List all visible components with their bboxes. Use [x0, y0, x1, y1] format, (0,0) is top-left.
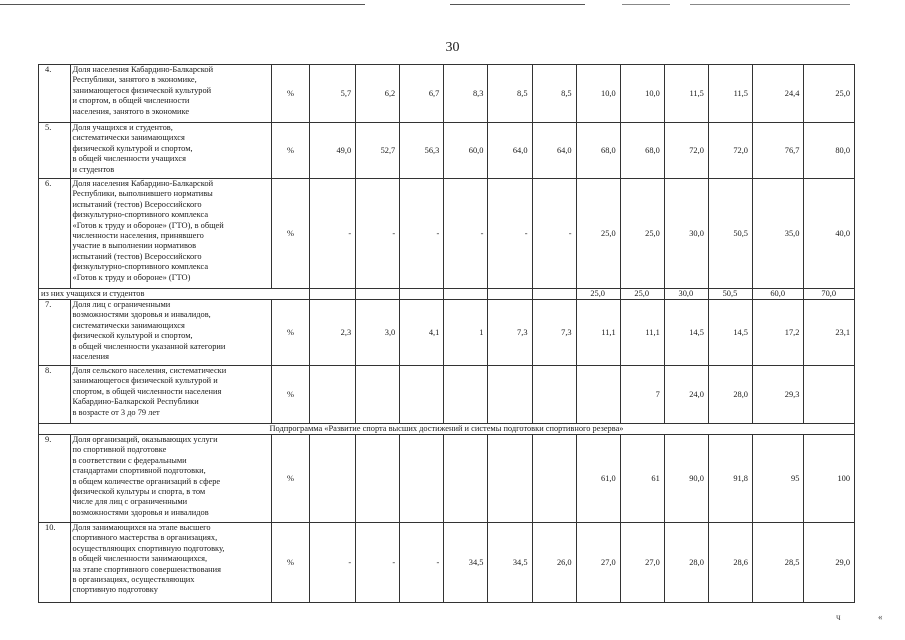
- value-cell: 4,1: [400, 300, 444, 366]
- value-cell: [532, 366, 576, 424]
- value-cell: 91,8: [708, 435, 752, 523]
- value-cell: 52,7: [356, 123, 400, 179]
- value-cell: 11,5: [708, 65, 752, 123]
- indicator-name-line: Доля занимающихся на этапе высшего: [72, 523, 211, 532]
- value-cell: 6,2: [356, 65, 400, 123]
- indicator-name: [70, 65, 272, 123]
- value-cell: 61,0: [576, 435, 620, 523]
- value-cell: 35,0: [752, 179, 803, 289]
- table-row: [39, 123, 855, 179]
- indicator-name-line: в общей численности указанной категории: [72, 341, 226, 351]
- value-cell: [309, 435, 355, 523]
- indicator-name-line: Доля населения Кабардино-Балкарской: [72, 65, 214, 74]
- table-row: [39, 179, 855, 289]
- indicator-name-line: систематически занимающихся: [72, 133, 185, 143]
- indicator-name-line: систематически занимающихся: [72, 320, 185, 330]
- indicator-name-line: в организациях, осуществляющих: [72, 575, 195, 585]
- value-cell: -: [356, 523, 400, 603]
- value-cell: 7,3: [532, 300, 576, 366]
- value-cell: -: [488, 179, 532, 289]
- table-row: [39, 65, 855, 123]
- indicator-name-line: Доля сельского населения, систематически: [72, 366, 227, 375]
- indicator-name-line: на этапе спортивного совершенствования: [72, 564, 221, 574]
- value-cell: 100: [804, 435, 855, 523]
- value-cell: 76,7: [752, 123, 803, 179]
- value-cell: 24,4: [752, 65, 803, 123]
- value-cell: 27,0: [620, 523, 664, 603]
- indicator-name-line: физической культурой и спортом,: [72, 331, 193, 341]
- indicator-name-line: Доля учащихся и студентов,: [72, 123, 173, 132]
- value-cell: [356, 289, 400, 300]
- value-cell: 61: [620, 435, 664, 523]
- indicator-name-line: в общей численности учащихся: [72, 154, 186, 164]
- value-cell: 56,3: [400, 123, 444, 179]
- value-cell: 49,0: [309, 123, 355, 179]
- unit-cell: %: [272, 123, 310, 179]
- indicator-name-line: стандартами спортивной подготовки,: [72, 466, 206, 476]
- subprogram-title: Подпрограмма «Развитие спорта высших достижений и системы подготовки спортивного резерва»: [39, 424, 855, 435]
- indicator-name: [70, 300, 272, 366]
- indicator-name-line: возможностями здоровья и инвалидов: [72, 507, 209, 517]
- indicator-name-line: Кабардино-Балкарской Республики: [72, 397, 199, 407]
- indicator-name-line: занимающегося физической культурой: [72, 85, 212, 95]
- value-cell: 8,5: [488, 65, 532, 123]
- value-cell: 1: [444, 300, 488, 366]
- indicator-name-line: «Готов к труду и обороне» (ГТО), в общей: [72, 220, 224, 230]
- value-cell: 28,5: [752, 523, 803, 603]
- scan-artifact-line: [0, 4, 365, 5]
- value-cell: -: [444, 179, 488, 289]
- indicator-name-line: спортивного мастерства в организациях,: [72, 533, 218, 543]
- table-row: [39, 300, 855, 366]
- row-number: 5.: [39, 123, 71, 179]
- value-cell: [532, 435, 576, 523]
- scan-artifact-line: [690, 4, 850, 5]
- value-cell: 26,0: [532, 523, 576, 603]
- indicator-name-line: Доля организаций, оказывающих услуги: [72, 435, 218, 444]
- indicator-name-line: физической культурой и спортом,: [72, 143, 193, 153]
- page-number: 30: [445, 40, 460, 55]
- value-cell: 2,3: [309, 300, 355, 366]
- value-cell: 25,0: [576, 289, 620, 300]
- subprogram-header-row: [39, 424, 855, 435]
- indicator-name-line: Доля лиц с ограниченными: [72, 300, 171, 309]
- value-cell: -: [309, 523, 355, 603]
- value-cell: [356, 435, 400, 523]
- indicator-name: [70, 523, 272, 603]
- value-cell: [488, 435, 532, 523]
- value-cell: 7: [620, 366, 664, 424]
- indicator-name-line: в общей численности занимающихся,: [72, 554, 208, 564]
- value-cell: 50,5: [708, 179, 752, 289]
- value-cell: 90,0: [664, 435, 708, 523]
- value-cell: -: [532, 179, 576, 289]
- indicator-name-line: занимающегося физической культурой и: [72, 376, 218, 386]
- indicator-name-line: и студентов: [72, 164, 115, 174]
- value-cell: 80,0: [804, 123, 855, 179]
- value-cell: 7,3: [488, 300, 532, 366]
- unit-cell: %: [272, 523, 310, 603]
- value-cell: [400, 435, 444, 523]
- value-cell: 34,5: [488, 523, 532, 603]
- value-cell: 72,0: [708, 123, 752, 179]
- scan-mark: ч: [836, 612, 841, 622]
- value-cell: [444, 366, 488, 424]
- indicator-name-line: спортом, в общей численности населения: [72, 386, 222, 396]
- value-cell: [532, 289, 576, 300]
- indicator-name-line: осуществляющих спортивную подготовку,: [72, 543, 225, 553]
- indicators-table: [38, 64, 855, 603]
- value-cell: 70,0: [804, 289, 855, 300]
- value-cell: [309, 289, 355, 300]
- indicator-name-line: в возрасте от 3 до 79 лет: [72, 407, 160, 417]
- unit-cell: %: [272, 435, 310, 523]
- unit-cell: %: [272, 366, 310, 424]
- value-cell: 10,0: [620, 65, 664, 123]
- indicator-name-line: численности населения, принявшего: [72, 231, 204, 241]
- unit-cell: %: [272, 300, 310, 366]
- row-number: 4.: [39, 65, 71, 123]
- scan-artifact-line: [450, 4, 585, 5]
- indicator-name-line: «Готов к труду и обороне» (ГТО): [72, 272, 191, 282]
- indicator-name-line: населения: [72, 352, 109, 362]
- indicator-name-line: физической культуры и спорта, в том: [72, 487, 206, 497]
- value-cell: 28,0: [708, 366, 752, 424]
- indicator-name-line: испытаний (тестов) Всероссийского: [72, 199, 202, 209]
- value-cell: [488, 366, 532, 424]
- value-cell: 95: [752, 435, 803, 523]
- indicator-name-line: физкультурно-спортивного комплекса: [72, 262, 209, 272]
- value-cell: 6,7: [400, 65, 444, 123]
- scan-mark: «: [878, 612, 883, 622]
- value-cell: 64,0: [532, 123, 576, 179]
- indicator-name-line: в общем количестве организаций в сфере: [72, 476, 221, 486]
- row-number: 8.: [39, 366, 71, 424]
- value-cell: 29,0: [804, 523, 855, 603]
- value-cell: 11,1: [576, 300, 620, 366]
- value-cell: 60,0: [752, 289, 803, 300]
- value-cell: 40,0: [804, 179, 855, 289]
- value-cell: 25,0: [620, 289, 664, 300]
- value-cell: 30,0: [664, 179, 708, 289]
- unit-cell: %: [272, 65, 310, 123]
- value-cell: [804, 366, 855, 424]
- value-cell: 11,1: [620, 300, 664, 366]
- value-cell: 60,0: [444, 123, 488, 179]
- table-subrow: [39, 289, 855, 300]
- indicator-name-line: Республики, занятого в экономике,: [72, 75, 197, 85]
- value-cell: 25,0: [804, 65, 855, 123]
- value-cell: [444, 435, 488, 523]
- value-cell: [309, 366, 355, 424]
- value-cell: 27,0: [576, 523, 620, 603]
- value-cell: 68,0: [620, 123, 664, 179]
- indicator-name: [70, 123, 272, 179]
- value-cell: 23,1: [804, 300, 855, 366]
- value-cell: 34,5: [444, 523, 488, 603]
- row-number: 7.: [39, 300, 71, 366]
- indicator-name-line: спортивную подготовку: [72, 585, 158, 595]
- value-cell: 50,5: [708, 289, 752, 300]
- value-cell: 24,0: [664, 366, 708, 424]
- value-cell: 8,5: [532, 65, 576, 123]
- row-number: 6.: [39, 179, 71, 289]
- indicator-name-line: и спортом, в общей численности: [72, 96, 190, 106]
- table-row: [39, 366, 855, 424]
- value-cell: [400, 289, 444, 300]
- value-cell: -: [400, 523, 444, 603]
- indicator-name-line: физкультурно-спортивного комплекса: [72, 210, 209, 220]
- indicator-name-line: числе для лиц с ограниченными: [72, 497, 188, 507]
- table-row: [39, 523, 855, 603]
- indicator-name-line: по спортивной подготовке: [72, 445, 167, 455]
- indicator-name: из них учащихся и студентов: [39, 289, 310, 300]
- value-cell: [488, 289, 532, 300]
- value-cell: -: [309, 179, 355, 289]
- value-cell: 11,5: [664, 65, 708, 123]
- unit-cell: %: [272, 179, 310, 289]
- value-cell: 14,5: [708, 300, 752, 366]
- value-cell: 3,0: [356, 300, 400, 366]
- value-cell: 25,0: [576, 179, 620, 289]
- value-cell: 72,0: [664, 123, 708, 179]
- value-cell: [400, 366, 444, 424]
- value-cell: -: [356, 179, 400, 289]
- indicator-name-line: испытаний (тестов) Всероссийского: [72, 251, 202, 261]
- scan-artifact-line: [622, 4, 670, 5]
- value-cell: 64,0: [488, 123, 532, 179]
- value-cell: 29,3: [752, 366, 803, 424]
- indicator-name-line: возможностями здоровья и инвалидов,: [72, 310, 211, 320]
- indicator-name: [70, 366, 272, 424]
- indicator-name-line: населения, занятого в экономике: [72, 106, 190, 116]
- value-cell: 28,6: [708, 523, 752, 603]
- value-cell: 10,0: [576, 65, 620, 123]
- value-cell: -: [400, 179, 444, 289]
- value-cell: 28,0: [664, 523, 708, 603]
- value-cell: 17,2: [752, 300, 803, 366]
- value-cell: 68,0: [576, 123, 620, 179]
- indicator-name-line: Республики, выполнившего нормативы: [72, 189, 213, 199]
- value-cell: 30,0: [664, 289, 708, 300]
- value-cell: [356, 366, 400, 424]
- value-cell: [444, 289, 488, 300]
- value-cell: 25,0: [620, 179, 664, 289]
- row-number: 9.: [39, 435, 71, 523]
- value-cell: [576, 366, 620, 424]
- table-row: [39, 435, 855, 523]
- indicator-name-line: Доля населения Кабардино-Балкарской: [72, 179, 214, 188]
- indicator-name-line: участие в выполнении нормативов: [72, 241, 197, 251]
- indicator-name: [70, 179, 272, 289]
- row-number: 10.: [39, 523, 71, 603]
- indicator-name: [70, 435, 272, 523]
- value-cell: 14,5: [664, 300, 708, 366]
- value-cell: 5,7: [309, 65, 355, 123]
- value-cell: 8,3: [444, 65, 488, 123]
- indicator-name-line: в соответствии с федеральными: [72, 455, 187, 465]
